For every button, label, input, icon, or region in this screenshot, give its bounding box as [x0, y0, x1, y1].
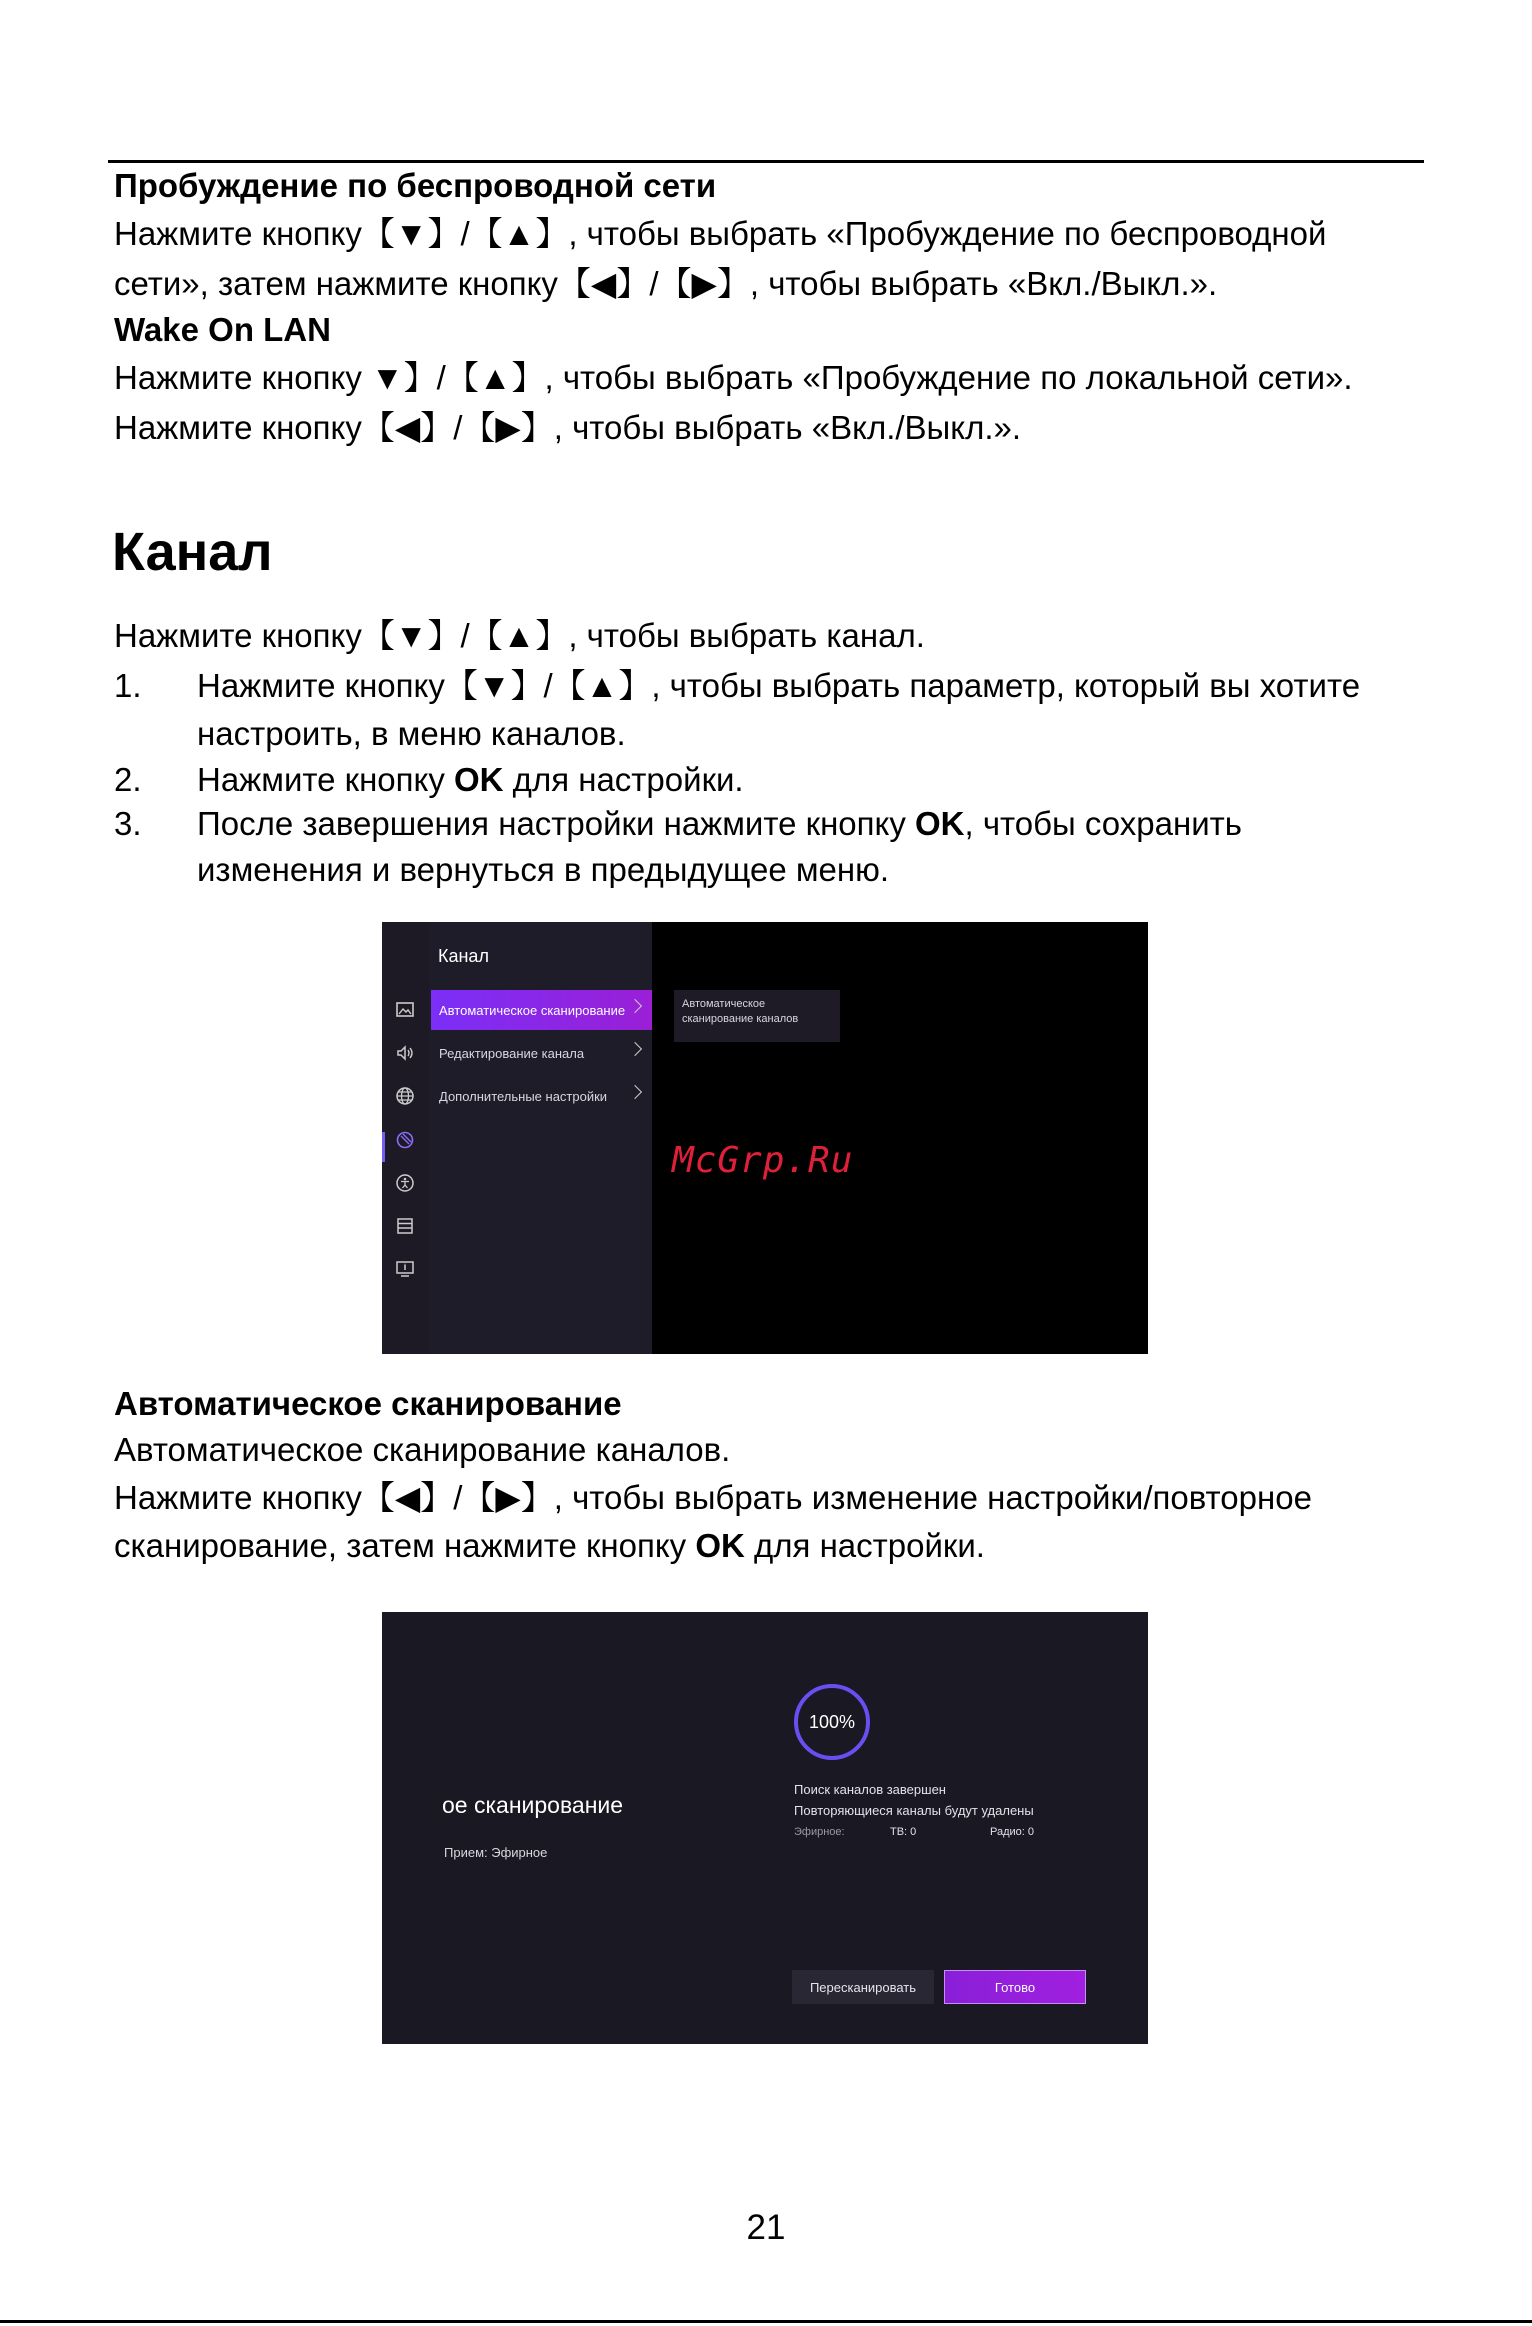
auto-scan-instruction-line2: сканирование, затем нажмите кнопку OK для настройки.: [114, 1527, 985, 1564]
chevron-right-icon: [628, 999, 642, 1013]
menu-item-label: Дополнительные настройки: [439, 1088, 608, 1104]
tv-channel-menu-screenshot: [382, 922, 1148, 1354]
tooltip-line: сканирование каналов: [682, 1013, 799, 1025]
progress-value: 100%: [808, 1711, 856, 1732]
wake-instruction-line1: Нажмите кнопку【▼】/【▲】, чтобы выбрать «Пробуждение по беспроводной: [114, 215, 1327, 252]
system-icon[interactable]: [391, 1255, 419, 1283]
menu-item-label: Автоматическое сканирование: [439, 1002, 626, 1018]
stat-label: Эфирное:: [794, 1826, 845, 1838]
auto-scan-instruction-line1: Нажмите кнопку【◀】/【▶】, чтобы выбрать изменение настройки/повторное: [114, 1479, 1312, 1516]
item-description-tooltip: [674, 990, 840, 1042]
step-number: 2.: [114, 761, 142, 798]
tooltip-line: Автоматическое: [682, 998, 766, 1010]
list-icon[interactable]: [391, 1212, 419, 1240]
wol-instruction-line1: Нажмите кнопку ▼】/【▲】, чтобы выбрать «Пробуждение по локальной сети».: [114, 359, 1353, 396]
chevron-right-icon: [628, 1042, 642, 1056]
page-heading-channel: Канал: [112, 522, 273, 582]
sound-icon[interactable]: [391, 1039, 419, 1067]
watermark: McGrp.Ru: [672, 1140, 854, 1181]
active-indicator: [382, 1132, 385, 1162]
step-text: Нажмите кнопку OK для настройки.: [197, 761, 744, 798]
rescan-button[interactable]: Пересканировать: [792, 1970, 934, 2004]
menu-item-auto-scan[interactable]: [431, 990, 652, 1030]
menu-title: Канал: [438, 946, 489, 966]
radio-count: Радио: 0: [990, 1826, 1034, 1838]
channel-menu-panel: [429, 922, 652, 1354]
wake-instruction-line2: сети», затем нажмите кнопку【◀】/【▶】, чтобы выбрать «Вкл./Выкл.».: [114, 265, 1218, 302]
chevron-right-icon: [628, 1085, 642, 1099]
section-title-wireless-wake: Пробуждение по беспроводной сети: [114, 167, 717, 204]
accessibility-icon[interactable]: [391, 1169, 419, 1197]
progress-ring: [794, 1684, 870, 1760]
tv-scan-result-screenshot: [382, 1612, 1148, 2044]
network-icon[interactable]: [391, 1082, 419, 1110]
step-text: После завершения настройки нажмите кнопку OK, чтобы сохранить: [197, 805, 1242, 842]
channel-icon[interactable]: [391, 1126, 419, 1154]
top-rule: [108, 160, 1424, 163]
reception-mode: Прием: Эфирное: [444, 1845, 548, 1860]
tv-count: ТВ: 0: [890, 1826, 917, 1838]
step-text: настроить, в меню каналов.: [197, 715, 626, 752]
section-title-wol: Wake On LAN: [114, 311, 331, 348]
auto-scan-desc: Автоматическое сканирование каналов.: [114, 1431, 731, 1468]
step-text: Нажмите кнопку【▼】/【▲】, чтобы выбрать параметр, который вы хотите: [197, 667, 1361, 704]
scan-status: Поиск каналов завершен: [794, 1782, 946, 1797]
settings-icon-rail: [382, 922, 429, 1354]
bottom-rule: [0, 2320, 1532, 2323]
scan-note: Повторяющиеся каналы будут удалены: [794, 1803, 1034, 1818]
step-text: изменения и вернуться в предыдущее меню.: [197, 851, 890, 888]
section-title-auto-scan: Автоматическое сканирование: [114, 1385, 622, 1422]
menu-item-advanced-settings[interactable]: [431, 1076, 652, 1116]
menu-item-label: Редактирование канала: [439, 1045, 585, 1061]
menu-item-edit-channel[interactable]: [431, 1033, 652, 1073]
picture-icon[interactable]: [391, 996, 419, 1024]
channel-intro: Нажмите кнопку【▼】/【▲】, чтобы выбрать канал.: [114, 617, 925, 654]
wol-instruction-line2: Нажмите кнопку【◀】/【▶】, чтобы выбрать «Вкл./Выкл.».: [114, 409, 1022, 446]
step-number: 1.: [114, 667, 142, 704]
step-number: 3.: [114, 805, 142, 842]
page-number: 21: [746, 2208, 786, 2247]
scan-screen-title: ое сканирование: [442, 1792, 624, 1818]
done-button[interactable]: Готово: [944, 1970, 1086, 2004]
